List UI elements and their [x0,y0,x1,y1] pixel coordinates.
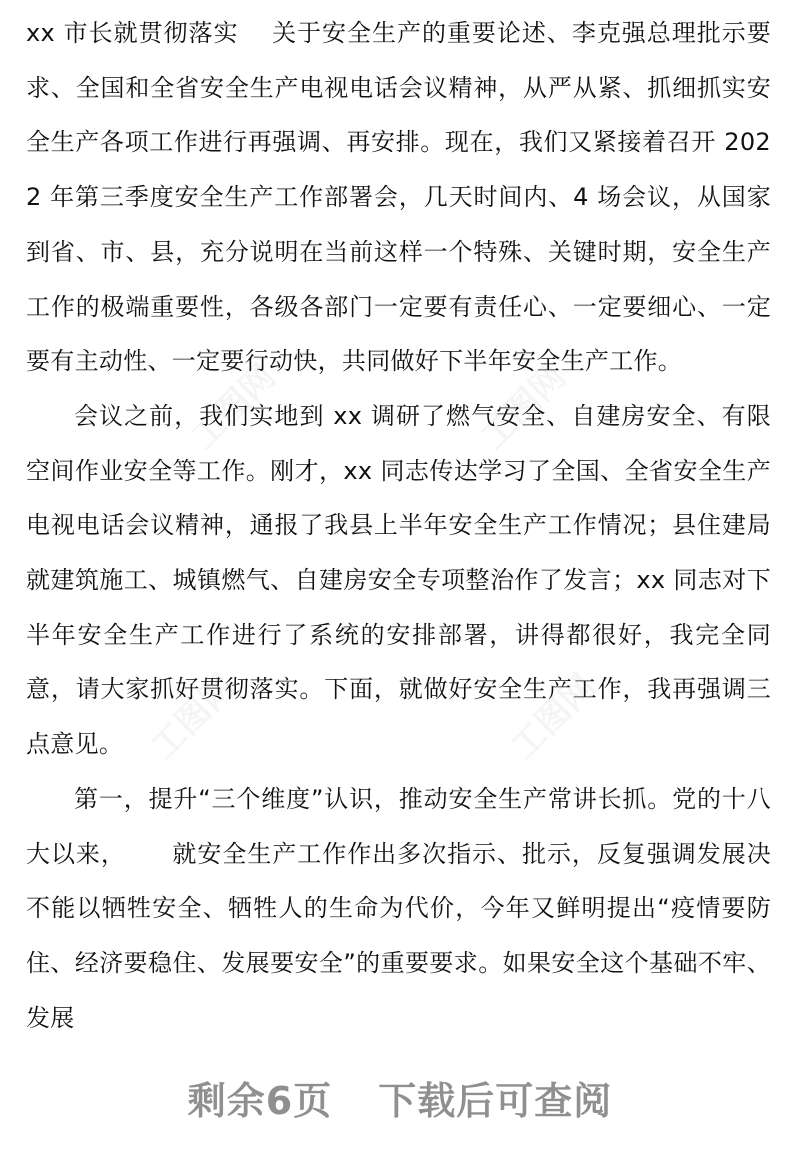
paragraph-3: 第一，提升“三个维度”认识，推动安全生产常讲长抓。党的十八大以来， 就安全生产工作作出多次指示、批示，反复强调发展决不能以牺牲安全、牺牲人的生命为代价，今年又鲜明提出“疫情要防住、经济要稳住、发展要安全”的重要要求。如果安全这个基础不牢、发展 [26,784,771,1032]
watermark-text: 工图网 [473,356,574,458]
document-body [26,6,771,1045]
watermark-text: 工图网 [183,356,284,458]
paragraph-1: xx 市长就贯彻落实 关于安全生产的重要论述、李克强总理批示要求、全国和全省安全生产电视电话会议精神，从严从紧、抓细抓实安全生产各项工作进行再强调、再安排。现在，我们又紧接着召开 2022 年第三季度安全生产工作部署会，几天时间内、4 场会议，从国家到省、市、县，充分说明在当前这样一个特殊、关键时期，安全生产工作的极端重要性，各级各部门一定要有责任心、一定要细心、一定要有主动性、一定要行动快，共同做好下半年安全生产工作。 [26,19,771,376]
watermark-text: 工图网 [503,666,604,768]
watermark-text: 工图网 [143,666,244,768]
download-to-view-label: 下载后可查阅 [378,1079,613,1123]
remaining-pages-label: 剩余6页 [187,1079,333,1123]
paragraph-2: 会议之前，我们实地到 xx 调研了燃气安全、自建房安全、有限空间作业安全等工作。刚才，xx 同志传达学习了全国、全省安全生产电视电话会议精神，通报了我县上半年安全生产工作情况；县住建局就建筑施工、城镇燃气、自建房安全专项整治作了发言；xx 同志对下半年安全生产工作进行了系统的安排部署，讲得都很好，我完全同意，请大家抓好贯彻落实。下面，就做好安全生产工作，我再强调三点意见。 [26,401,771,759]
download-prompt[interactable] [0,1070,800,1125]
